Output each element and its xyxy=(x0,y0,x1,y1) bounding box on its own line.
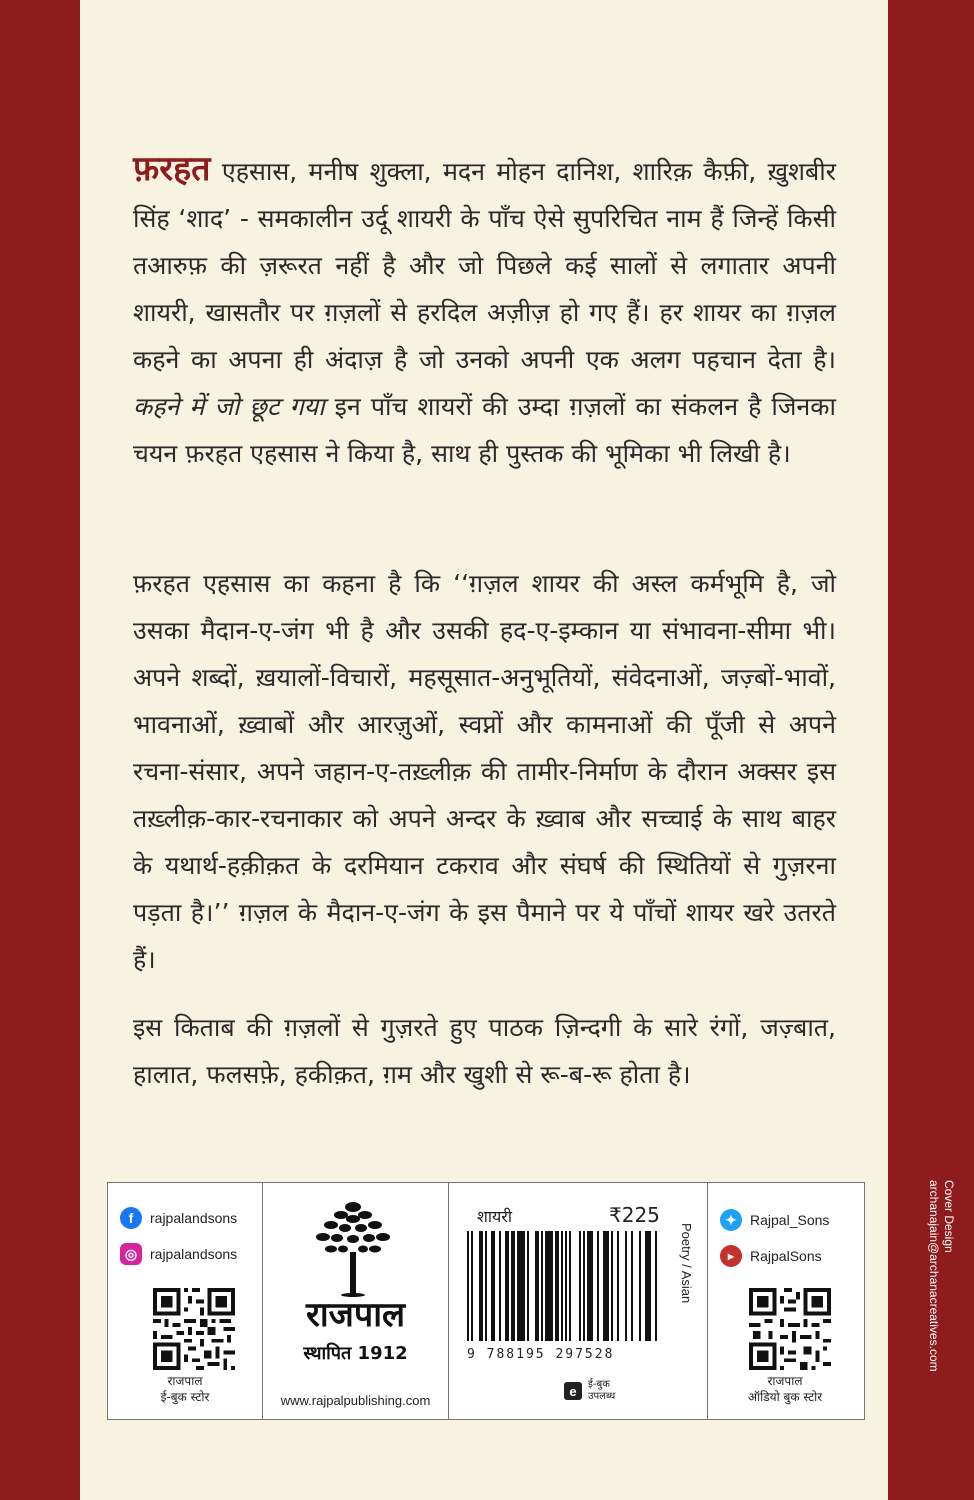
barcode-bar xyxy=(561,1231,563,1341)
barcode-bar xyxy=(569,1231,571,1341)
barcode-bar xyxy=(611,1231,613,1341)
barcode-bar xyxy=(617,1231,619,1341)
publisher-info-box xyxy=(107,1182,865,1420)
barcode-bar xyxy=(631,1231,633,1341)
barcode-bar xyxy=(505,1231,507,1341)
youtube-icon: ▶ xyxy=(720,1245,742,1267)
facebook-handle[interactable] xyxy=(120,1207,237,1229)
publisher-website-link[interactable]: www.rajpalpublishing.com xyxy=(280,1393,431,1408)
twitter-bird-icon: ✦ xyxy=(720,1209,742,1231)
instagram-icon: ◎ xyxy=(120,1243,142,1265)
tree-logo-icon xyxy=(303,1197,403,1297)
barcode-bar xyxy=(545,1231,547,1341)
barcode-bar xyxy=(589,1231,591,1341)
blurb-text-1a: एहसास, मनीष शुक्ला, मदन मोहन दानिश, शारिक़ कैफ़ी, ख़ुशबीर सिंह ‘शाद’ - समकालीन उर्दू शायरी के पाँच ऐसे सुपरिचित नाम हैं जिन्हें किसी तआरुफ़ की ज़रूरत नहीं है और जो पिछले कई सालों से लगातार अपनी शायरी, खासतौर पर ग़ज़लों से हरदिल अज़ीज़ हो गए हैं। हर शायर का ग़ज़ल कहने का अपना ही अंदाज़ है जो उनको अपनी एक अलग पहचान देता है। xyxy=(133,157,836,374)
twitter-handle[interactable] xyxy=(720,1209,829,1231)
blurb-paragraph-2: फ़रहत एहसास का कहना है कि ‘‘ग़ज़ल शायर की अस्ल कर्मभूमि है, जो उसका मैदान-ए-जंग भी है और उसकी हद-ए-इम्कान या संभावना-सीमा भी। अपने शब्दों, ख़यालों-विचारों, महसूसात-अनुभूतियों, संवेदनाओं, जज़्बों-भावों, भावनाओं, ख़्वाबों और आरज़ुओं, स्वप्नों और कामनाओं की पूँजी से अपने रचना-संसार, अपने जहान-ए-तख़्लीक़ की तामीर-निर्माण के दौरान अक्सर इस तख़्लीक़-कार-रचनाकार को अपने अन्दर के ख़्वाब और सच्चाई के साथ बाहर के यथार्थ-हक़ीक़त के दरमियान टकराव और संघर्ष की स्थितियों से गुज़रना पड़ता है।’’ ग़ज़ल के मैदान-ए-जंग के इस पैमाने पर ये पाँचों शायर खरे उतरते हैं। xyxy=(133,569,836,974)
publisher-logo-column xyxy=(263,1183,449,1419)
ebook-store-caption xyxy=(108,1373,262,1405)
barcode-bar xyxy=(499,1231,501,1341)
twitter-handle-text: Rajpal_Sons xyxy=(750,1212,830,1228)
barcode-bar xyxy=(541,1231,543,1341)
ebook-available-badge xyxy=(564,1379,615,1403)
barcode-bar xyxy=(647,1231,649,1341)
book-title-inline: कहने में जो छूट गया xyxy=(133,392,325,421)
barcode-bar xyxy=(655,1231,657,1341)
barcode-bar xyxy=(603,1231,605,1341)
blurb-paragraph-1 xyxy=(133,146,836,477)
barcode-bar xyxy=(555,1231,557,1341)
barcode-column xyxy=(449,1183,708,1419)
barcode-bar xyxy=(517,1231,519,1341)
audiobook-store-qr-code[interactable] xyxy=(748,1287,832,1371)
isbn-number: 9 788195 297528 xyxy=(467,1347,615,1362)
blurb-text-1b: इन पाँच शायरों की उम्दा ग़ज़लों का संकलन है जिनका चयन फ़रहत एहसास ने किया है, साथ ही पुस्तक की भूमिका भी लिखी है। xyxy=(133,392,836,468)
barcode-bar xyxy=(535,1231,537,1341)
cover-design-credit xyxy=(924,1180,956,1420)
youtube-handle-text: RajpalSons xyxy=(750,1248,822,1264)
barcode-bar xyxy=(513,1231,515,1341)
ebook-store-qr-code[interactable] xyxy=(152,1287,236,1371)
barcode-bar xyxy=(491,1231,493,1341)
barcode-bar xyxy=(607,1231,609,1341)
book-category: Poetry / Asian xyxy=(679,1223,694,1304)
instagram-handle-text: rajpalandsons xyxy=(150,1246,238,1262)
barcode-bar xyxy=(547,1231,549,1341)
ebook-text-line-1: ई-बुक xyxy=(588,1379,610,1390)
publisher-brand: राजपाल xyxy=(305,1295,406,1335)
facebook-handle-text: rajpalandsons xyxy=(150,1210,238,1226)
genre-label: शायरी xyxy=(477,1207,512,1226)
credit-email: archanajain@archanacreatives.com xyxy=(927,1180,941,1372)
established-year: स्थापित 1912 xyxy=(303,1343,408,1364)
isbn-barcode xyxy=(467,1231,657,1341)
barcode-bar xyxy=(467,1231,469,1341)
barcode-bar xyxy=(605,1231,607,1341)
credit-label: Cover Design xyxy=(942,1180,956,1253)
barcode-bar xyxy=(639,1231,641,1341)
barcode-bar xyxy=(551,1231,553,1341)
barcode-bar xyxy=(591,1231,593,1341)
barcode-bar xyxy=(481,1231,483,1341)
blurb-paragraph-3: इस किताब की ग़ज़लों से गुज़रते हुए पाठक ज़िन्दगी के सारे रंगों, जज़्बात, हालात, फलसफ़े, हकीक़त, ग़म और खुशी से रू-ब-रू होता है। xyxy=(133,1013,836,1089)
barcode-bar xyxy=(521,1231,523,1341)
barcode-bar xyxy=(485,1231,487,1341)
ebook-available-text xyxy=(588,1379,615,1403)
barcode-bar xyxy=(493,1231,495,1341)
barcode-bar xyxy=(649,1231,651,1341)
barcode-bar xyxy=(579,1231,581,1341)
audiobook-store-caption xyxy=(708,1373,862,1405)
barcode-bar xyxy=(537,1231,539,1341)
audiobook-caption-line-2: ऑडियो बुक स्टोर xyxy=(747,1390,823,1404)
barcode-bar xyxy=(471,1231,473,1341)
barcode-bar xyxy=(583,1231,585,1341)
barcode-bar xyxy=(625,1231,627,1341)
barcode-bar xyxy=(587,1231,589,1341)
lead-word: फ़रहत xyxy=(133,149,211,189)
facebook-icon: f xyxy=(120,1207,142,1229)
audiobook-caption-line-1: राजपाल xyxy=(767,1374,803,1388)
audiobook-store-column xyxy=(708,1183,864,1419)
ebook-text-line-2: उपलब्ध xyxy=(588,1391,616,1402)
barcode-bar xyxy=(557,1231,559,1341)
barcode-bar xyxy=(523,1231,525,1341)
barcode-bar xyxy=(507,1231,509,1341)
barcode-bar xyxy=(519,1231,521,1341)
youtube-handle[interactable] xyxy=(720,1245,822,1267)
ebook-store-column xyxy=(108,1183,263,1419)
instagram-handle[interactable] xyxy=(120,1243,237,1265)
barcode-bar xyxy=(645,1231,647,1341)
barcode-bar xyxy=(565,1231,567,1341)
barcode-bar xyxy=(511,1231,513,1341)
barcode-bar xyxy=(527,1231,529,1341)
ebook-icon: e xyxy=(564,1382,582,1400)
ebook-caption-line-1: राजपाल xyxy=(167,1374,203,1388)
ebook-caption-line-2: ई-बुक स्टोर xyxy=(160,1390,210,1404)
price-label: ₹225 xyxy=(609,1203,660,1227)
barcode-bar xyxy=(479,1231,481,1341)
barcode-bar xyxy=(549,1231,551,1341)
barcode-bar xyxy=(597,1231,599,1341)
